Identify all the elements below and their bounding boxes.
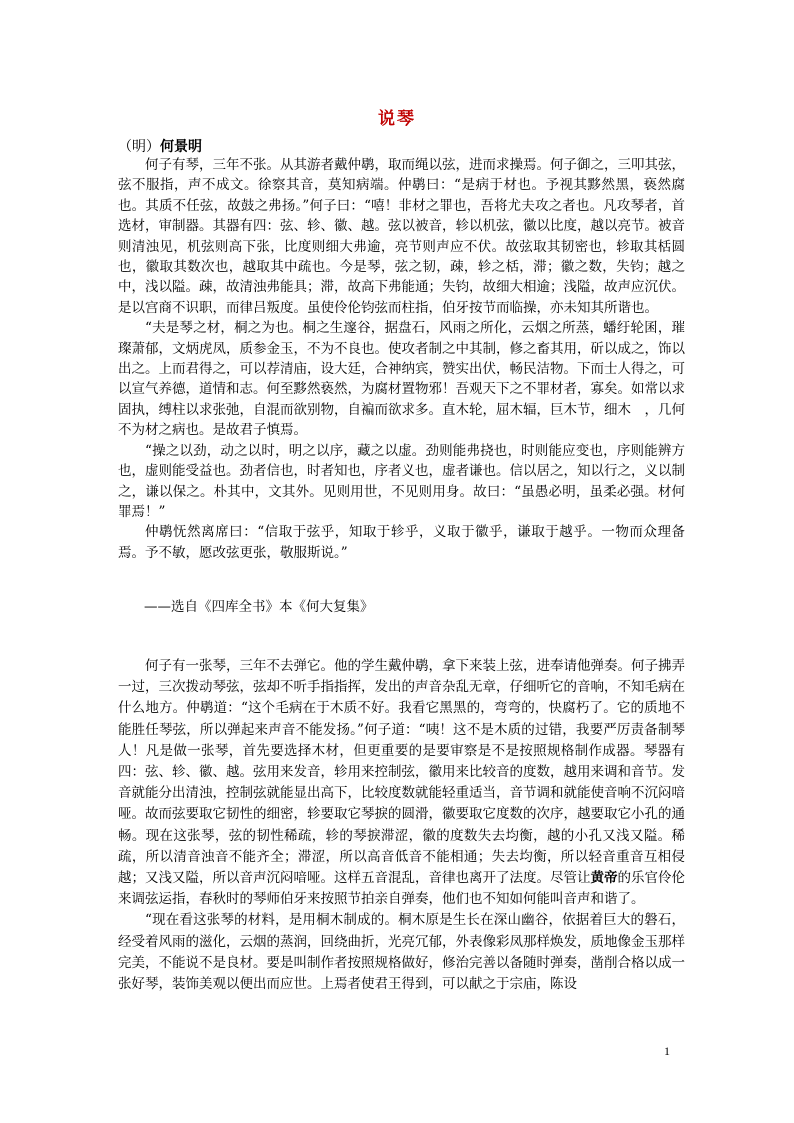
original-text	[118, 155, 685, 563]
author-line	[118, 136, 202, 156]
original-paragraph: “操之以劲，动之以时，明之以序，藏之以虚。劲则能弗挠也，时则能应变也，序则能辨方也，虚则能受益也。劲者信也，时者知也，序者义也，虚者谦也。信以居之，知以行之，义以制之，谦以保之。朴其中，文其外。见则用世，不见则用身。故曰：“虽愚必明，虽柔必强。材何罪焉！”	[118, 442, 685, 520]
translation-paragraph	[118, 910, 685, 995]
highlighted-term: 黄帝	[590, 870, 618, 887]
author-name: 何景明	[160, 139, 202, 155]
source-note: ——选自《四库全书》本《何大复集》	[144, 599, 374, 615]
translation-text-segment: 何子有一张琴，三年不去弹它。他的学生戴仲鹖，拿下来装上弦，进奉请他弹奏。何子拂弄一过，三次拨动琴弦，弦却不听手指指挥，发出的声音杂乱无章，仔细听它的音响，不知毛病在什么地方。仲鹖道：“这个毛病在于木质不好。我看它黑黑的，弯弯的，快腐朽了。它的质地不能胜任琴弦，所以弹起来声音不能发扬。”何子道：“咦！这不是木质的过错，我要严厉责备制琴人！凡是做一张琴，首先要选择木材，但更重要的是要审察是不是按照规格制作成器。琴器有四：弦、轸、徽、越。弦用来发音，轸用来控制弦，徽用来比较音的度数，越用来调和音节。发音就能分出清浊，控制弦就能显出高下，比较度数就能轻重适当，音节调和就能使音响不沉闷喑哑。故而弦要取它韧性的细密，轸要取它琴捩的圆滑，徽要取它度数的次序，越要取它小孔的通畅。现在这张琴，弦的韧性稀疏，轸的琴捩滞涩，徽的度数失去均衡，越的小孔又浅又隘。稀疏，所以清音浊音不能齐全；滞涩，所以高音低音不能相通；失去均衡，所以轻音重音互相侵越；又浅又隘，所以音声沉闷喑哑。这样五音混乱，音律也离开了法度。尽管让	[118, 658, 685, 887]
original-paragraph: 何子有琴，三年不张。从其游者戴仲鹖，取而绳以弦，进而求操焉。何子御之，三叩其弦，弦不服指，声不成文。徐察其音，莫知病端。仲鹖曰：“是病于材也。予视其黟然黑，亵然腐也。其质不任弦，故鼓之弗扬。”何子曰：“嘻！非材之罪也，吾将尤夫攻之者也。凡攻琴者，首选材，审制器。其器有四：弦、轸、徽、越。弦以被音，轸以机弦，徽以比度，越以亮节。被音则清浊见，机弦则高下张，比度则细大弗逾，亮节则声应不伏。故弦取其韧密也，轸取其栝圆也，徽取其数次也，越取其中疏也。今是琴，弦之韧，疎，轸之栝，滞；徽之数，失钧；越之中，浅以隘。疎，故清浊弗能具；滞，故高下弗能通；失钧，故细大相逾；浅隘，故声应沉伏。是以宫商不识职，而律吕叛度。虽使伶伦钧弦而柱指，伯牙按节而临操，亦未知其所谐也。	[118, 157, 685, 316]
original-paragraph: 仲鹖怃然离席曰：“信取于弦乎，知取于轸乎，义取于徽乎，谦取于越乎。一物而众理备焉。予不敏，愿改弦更张，敬服斯说。”	[118, 524, 685, 561]
page-number: 1	[664, 1044, 670, 1058]
translation-text	[118, 656, 685, 995]
translation-text-segment: “现在看这张琴的材料，是用桐木制成的。桐木原是生长在深山幽谷，依据着巨大的磐石，经受着风雨的滋化，云烟的蒸润，回绕曲折，光亮冗郁，外表像彩凤那样焕发，质地像金玉那样完美，不能说不是良材。要是叫制作者按照规格做好，修治完善以备随时弹奏，凿削合格以成一张好琴，装饰美观以便出而应世。上焉者使君王得到，可以献之于宗庙，陈设	[118, 912, 685, 993]
original-paragraph: “夫是琴之材，桐之为也。桐之生邃谷，据盘石，风雨之所化，云烟之所蒸，蟠纡轮囷，璀璨萧郁，文炳虎凤，质参金玉，不为不良也。使攻者制之中其制，修之畜其用，斫以成之，饰以出之。上而君得之，可以荐清庙，设大廷，合神纳宾，赞实出伏，畅民洁物。下而士人得之，可以宣气养德，道情和志。何至黟然亵然，为腐材置物邪！吾观天下之不罪材者，寡矣。如常以求固执，缚柱以求张弛，自混而欲别物，自褊而欲求多。直木轮，屈木辐，巨木节，细木 ，几何不为材之病也。是故君子慎焉。	[118, 320, 685, 439]
translation-text-segment: 的乐官伶伦来调弦运指，春秋时的琴师伯牙来按照节拍亲自弹奏，他们也不知如何能叫音声和谐了。	[118, 870, 685, 908]
translation-paragraph	[118, 656, 685, 910]
dynasty-label: （明）	[118, 139, 160, 155]
document-title: 说琴	[378, 109, 416, 129]
